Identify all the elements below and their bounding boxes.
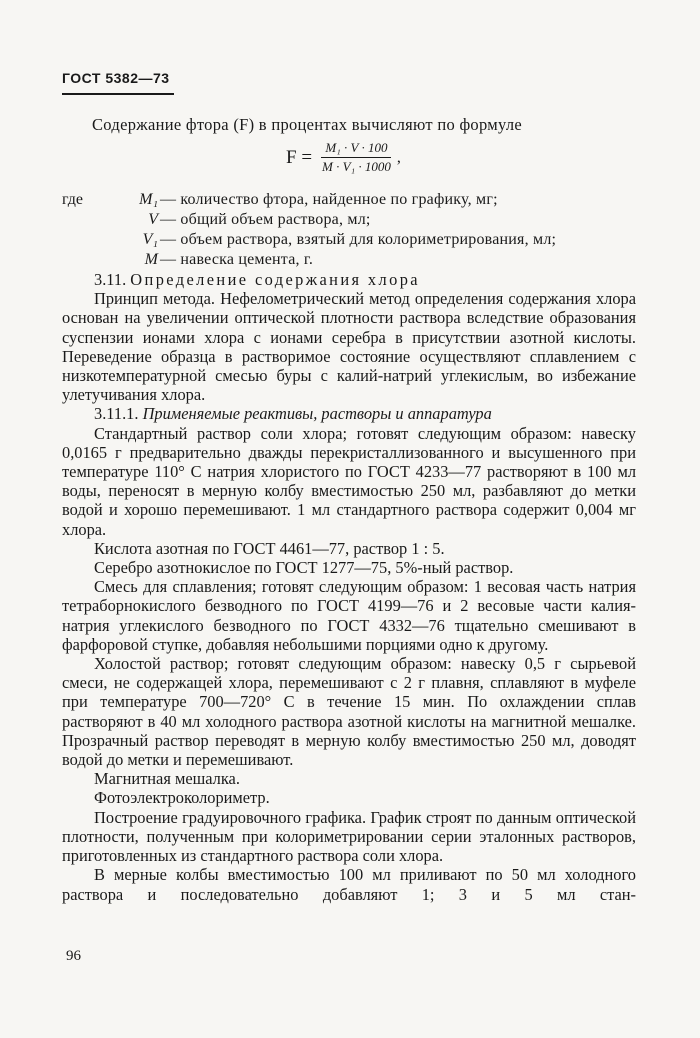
definition-row <box>62 210 556 230</box>
section-heading-3-11 <box>62 270 636 289</box>
formula-trailing: , <box>396 148 401 166</box>
paragraph: Кислота азотная по ГОСТ 4461—77, раствор 1 : 5. <box>94 538 445 558</box>
paragraph: Холостой раствор; готовят следующим образом: навеску 0,5 г сырьевой смеси, не содержащей хлора, перемешивают с 2 г плавня, сплавляют в муфеле при температуре 700—720° С в течение 15 мин. По охлаждении сплав растворяют в 40 мл холодного раствора азотной кислоты на магнитной мешалке. Прозрачный раствор переводят в мерную колбу вместимостью 250 мл, доводят водой до метки и перемешивают. <box>62 654 636 770</box>
section-heading-3-11-1 <box>62 404 636 423</box>
definition-prefix <box>62 230 112 250</box>
paragraph: Серебро азотнокислое по ГОСТ 1277—75, 5%-ный раствор. <box>94 558 514 578</box>
definition-row <box>62 230 556 250</box>
definition-prefix <box>62 210 112 230</box>
document-body <box>62 270 636 904</box>
section-number: 3.11. <box>94 270 127 289</box>
section-number: 3.11.1. <box>94 404 139 424</box>
definition-text: — объем раствора, взятый для колориметрирования, мл; <box>160 231 557 248</box>
paragraph: Стандартный раствор соли хлора; готовят следующим образом: навеску 0,0165 г предварительно дважды перекристаллизованного и высушенного при температуре 110° С натрия хлористого по ГОСТ 4233—77 растворяют в 100 мл воды, переносят в мерную колбу вместимостью 250 мл, разбавляют до метки водой и хорошо перемешивают. 1 мл стандартного раствора содержит 0,004 мг хлора. <box>62 423 636 539</box>
intro-text: Содержание фтора (F) в процентах вычисляют по формуле <box>92 115 523 134</box>
formula-denominator: M · V₁ · 1000 <box>322 159 391 174</box>
formula-fraction <box>318 140 395 175</box>
definition-row <box>62 250 556 270</box>
definition-symbol: M₁ <box>139 191 158 208</box>
definition-symbol: M <box>144 251 158 268</box>
section-title: Применяемые реактивы, растворы и аппаратура <box>142 404 492 424</box>
definition-prefix <box>62 250 112 270</box>
fluorine-formula <box>286 140 401 175</box>
section-title: Определение содержания хлора <box>130 270 420 289</box>
paragraph: Фотоэлектроколориметр. <box>94 788 270 808</box>
definition-text: — общий объем раствора, мл; <box>160 211 371 228</box>
definition-symbol: V₁ <box>142 231 158 248</box>
page-number: 96 <box>66 948 81 964</box>
paragraph: Смесь для сплавления; готовят следующим образом: 1 весовая часть натрия тетраборнокислого безводного по ГОСТ 4199—76 и 2 весовые части калия-натрия углекислого безводного по ГОСТ 4332—76 тщательно смешивают в фарфоровой ступке, добавляя небольшими порциями одно к другому. <box>62 577 636 654</box>
document-header: ГОСТ 5382—73 <box>62 70 170 86</box>
variable-definitions <box>62 190 556 270</box>
formula-lhs: F = <box>286 146 313 168</box>
definition-symbol: V <box>148 211 158 228</box>
definition-prefix: где <box>62 191 84 208</box>
paragraph: Магнитная мешалка. <box>94 769 240 789</box>
paragraph: В мерные колбы вместимостью 100 мл приливают по 50 мл холодного раствора и последовательно добавляют 1; 3 и 5 мл стан- <box>62 865 636 904</box>
header-rule <box>62 93 174 95</box>
definition-row <box>62 190 556 210</box>
paragraph: Построение градуировочного графика. График строят по данным оптической плотности, полученным при колориметрировании серии эталонных растворов, приготовленных из стандартного раствора соли хлора. <box>62 807 636 866</box>
definition-text: — количество фтора, найденное по графику, мг; <box>160 191 498 208</box>
paragraph: Принцип метода. Нефелометрический метод определения содержания хлора основан на увеличении оптической плотности раствора вследствие образования суспензии ионами хлора с ионами серебра в присутствии азотной кислоты. Переведение образца в растворимое состояние осуществляют сплавлением с низкотемпературной смесью буры с калий-натрий углекислым, во избежание улетучивания хлора. <box>62 289 636 405</box>
formula-numerator: M₁ · V · 100 <box>321 140 391 158</box>
definition-text: — навеска цемента, г. <box>160 251 314 268</box>
